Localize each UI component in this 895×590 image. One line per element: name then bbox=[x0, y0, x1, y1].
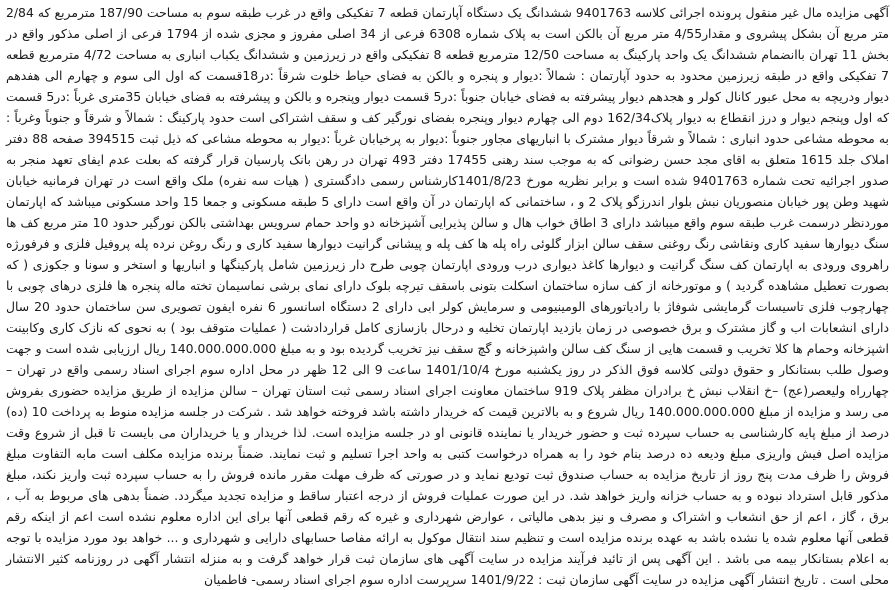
auction-notice-text: آگهی مزایده مال غیر منقول پرونده اجرائی کلاسه 9401763 ششدانگ یک دستگاه آپارتمان قطعه 7 تفکیکی واقع در غرب طبقه سوم به مساحت 187/90 مترمربع که 2/84 متر مربع آن بشکل پیشروی و مقدار4/55 متر مربع آن بالکن است به پلاک شماره 6308 فرعی از 34 اصلی مفروز و مجزی شده از 1794 فرعی از اصلی مذکور واقع در بخش 11 تهران باانضمام ششدانگ یک واحد پارکینگ به مساحت 12/50 مترمربع قطعه 8 تفکیکی واقع در زیرزمین و ششدانگ یکباب انباری به مساحت 4/72 مترمربع قطعه 7 تفکیکی واقع در طبقه زیرزمین محدود به حدود آپارتمان : شمالاً :دیوار و پنجره و بالکن به فضای حیاط خلوت شرقاً :در18قسمت که اول الی سوم و چهارم الی هفدهم دیوار ودریچه به محل عبور کانال کولر و هجدهم دیوار پیشرفته به فضای خیابان جنوباً :در5 قسمت دیوار وپنجره و بالکن و پیشرفته به فضای خیابان 35متری غرباً :در5 قسمت که اول وپنجم دیوار و درز انقطاع به دیوار پلاک162/34 دوم الی چهارم دیوار وپنجره بفضای نورگیر کف و سقف اشتراکی است حدود پارکینگ : شمالاً و شرقاً و جنوباً وغرباً : به محوطه مشاعی حدود انباری : شمالاً و شرقاً دیوار مشترک با انباریهای مجاور جنوباً :دیوار به پرخیابان غرباً :دیوار به محوطه مشاعی که ذیل ثبت 394515 صفحه 88 دفتر املاک جلد 1615 متعلق به اقای مجد حسن رضوانی که به موجب سند رهنی 17455 دفتر 493 تهران در رهن بانک پارسیان قرار گرفته که بعلت عدم ایفای تعهد منجر به صدور اجرائیه تحت شماره 9401763 شده است و برابر نظریه مورخ 1401/8/23کارشناس رسمی دادگستری ( هیات سه نفره) ملک واقع است در تهران فرمانیه خیابان شهید وطن پور خیابان منصوریان نبش بلوار اندرزگو پلاک 2 و ، ساختمانی که اپارتمان در آن واقع است دارای 5 طبقه مسکونی و جمعا 15 واحد مسکونی میباشد که اپارتمان موردنظر درسمت غرب طبقه سوم واقع میباشد دارای 3 اطاق خواب هال و سالن پذیرایی آشپزخانه دو واحد حمام سرویس بهداشتی بالکن نورگیر حدود 10 متر مربع کف ها سنگ دیوارها سفید کاری ونقاشی رنگ روغنی سقف سالن ابزار گلوئی راه پله ها کف پله و پیشانی گرانیت دیوارها سفید کاری و رنگ روغن نرده پله پروفیل فلزی و فرفورژه راهروی ورودی به اپارتمان کف سنگ گرانیت و دیوارها کاغذ دیواری درب ورودی اپارتمان چوبی طرح دار زیرزمین شامل پارکینگها و انباریها و استخر و سونا و جکوزی ( که بصورت تعطیل مشاهده گردید ) و موتورخانه از کف سازه ساختمان اسکلت بتونی باسقف تیرچه بلوک دارای نمای برشی نماسیمان تخته ماله پنجره ها فلزی درهای چوبی با چهارچوب فلزی تاسیسات گرمایشی شوفاژ با رادیاتورهای الومینیومی و سرمایش کولر ابی دارای 2 دستگاه اسانسور 6 نفره ایفون تصویری سن ساختمان حدود 20 سال دارای انشعابات اب و گاز مشترک و برق خصوصی در زمان بازدید اپارتمان تخلیه و درحال بازسازی کامل قراردادشت ( عملیات متوقف بود ) به نحوی که نازک کاری وکابینت اشپزخانه وحمام ها کلا تخریب و قسمت هایی از سنگ کف سالن واشپزخانه و گچ سقف نیز تخریب گردیده بود و به مبلغ 140.000.000.000 ریال ارزیابی شده است و جهت وصول طلب بستانکار و حقوق دولتی کلاسه فوق الذکر در روز یکشنبه مورخ 1401/10/4 ساعت 9 الی 12 ظهر در محل اداره سوم اجرای اسناد رسمی واقع در تهران – چهارراه ولیعصر(عج) –خ انقلاب نبش خ برادران مظفر پلاک 919 ساختمان معاونت اجرای اسناد رسمی ثبت استان تهران – سالن مزایده از طریق مزایده حضوری بفروش می رسد و مزایده از مبلغ 140.000.000.000 ریال شروع و به بالاترین قیمت که خریدار داشته باشد فروخته خواهد شد . شرکت در جلسه مزایده منوط به پرداخت 10 (ده) درصد از مبلغ پایه کارشناسی به حساب سپرده ثبت و حضور خریدار یا نماینده قانونی او در جلسه مزایده است. لذا خریدار و یا خریداران می بایست تا قبل از شروع وقت مزایده اصل فیش واریزی مبلغ ودیعه ده درصد بنام خود را به همراه درخواست کتبی به واحد اجرا تسلیم و ثبت نمایند. ضمناً برنده مزایده مکلف است مابه التفاوت مبلغ فروش را ظرف مدت پنج روز از تاریخ مزایده به حساب صندوق ثبت تودیع نماید و در صورتی که ظرف مهلت مقرر مانده فروش را به حساب سپرده ثبت واریز نکند، مبلغ مذکور قابل استرداد نبوده و به حساب خزانه واریز خواهد شد. در این صورت عملیات فروش از درجه اعتبار ساقط و مزایده تجدید میگردد. ضمناً بدهی های مربوط به آب ، برق ، گاز ، اعم از حق انشعاب و اشتراک و مصرف و نیز بدهی مالیاتی ، عوارض شهرداری و غیره که رقم قطعی آنها برای این اداره معلوم نشده است اعم از اینکه رقم قطعی آنها معلوم شده یا نشده باشد به عهده برنده مزایده است و تنظیم سند انتقال موکول به ارائه مفاصا حسابهای دارایی و شهرداری و ... خواهد بود مورد مزایده با توجه به اعلام بستانکار بیمه می باشد . این آگهی پس از تائید فرآیند مزایده در سایت آگهی های سازمان ثبت قرار خواهد گرفت و به منزله انتشار آگهی در روزنامه کثیر الانتشار محلی است . تاریخ انتشار آگهی مزایده در سایت آگهی سازمان ثبت : 1401/9/22 سرپرست اداره سوم اجرای اسناد رسمی- فاطمیان bbox=[6, 5, 890, 587]
